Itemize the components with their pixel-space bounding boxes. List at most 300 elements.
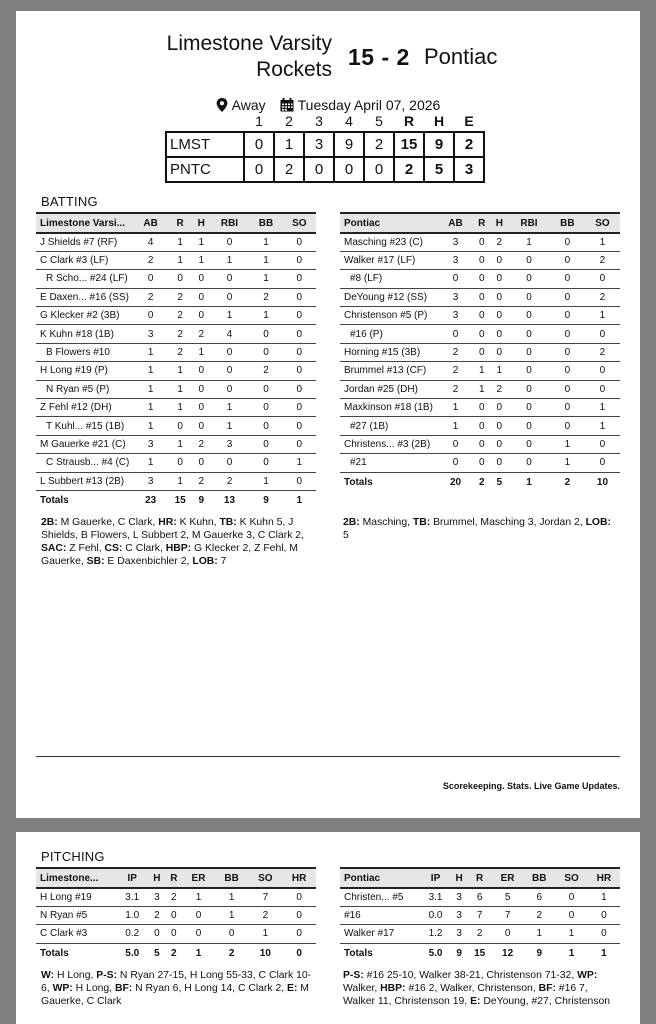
stat-column-header: SO [585,213,620,233]
note-text: #16 2, Walker, Christenson, [405,983,539,994]
stat-cell: 0 [491,307,509,325]
stat-column-header: AB [438,213,473,233]
table-row [340,270,620,288]
stat-cell: 0 [491,417,509,435]
player-name: N Ryan #5 (P) [36,380,134,398]
inning-header: 1 [255,113,263,129]
table-row [36,325,316,343]
table-row [340,454,620,472]
stat-cell: 0 [438,454,473,472]
note-key: HBP: [165,543,192,554]
stat-cell: 0 [473,251,491,269]
stat-cell: 1 [167,399,193,417]
stat-cell: 0 [210,233,250,251]
note-key: P-S: [343,970,364,981]
table-row [340,925,620,943]
total-cell: 5 [496,476,503,488]
stat-cell: 0 [249,325,282,343]
inning-runs: 0 [244,157,274,182]
stat-cell: 0 [508,435,550,453]
totals-row [36,490,316,510]
total-cell: 13 [223,495,236,507]
stat-cell: 0 [438,435,473,453]
total-cell: 12 [502,947,514,959]
stat-cell: 2 [134,288,167,306]
stat-cell: 0 [473,307,491,325]
inning-header: 2 [285,113,293,129]
total-cell: 15 [174,495,186,507]
stat-cell: 1.2 [420,925,451,943]
stat-cell: 2 [148,906,165,924]
total-cell: 1 [296,495,303,507]
stat-cell: 0 [165,925,182,943]
player-name: C Clark #3 (LF) [36,251,134,269]
stat-cell: 3.1 [116,888,148,906]
total-cell: 5.0 [428,947,443,959]
player-name: #16 (P) [340,325,438,343]
stat-cell: 0 [550,399,585,417]
note-key: CS: [104,543,123,554]
stat-cell: 3 [451,906,467,924]
stat-cell: 0 [283,288,316,306]
stat-column-header: H [148,868,165,888]
table-row [36,343,316,361]
stat-cell: 0 [167,454,193,472]
total-cell: 5.0 [125,947,140,959]
note-text: Z Fehl, [66,543,105,554]
runs-header: R [403,113,415,129]
table-row [340,435,620,453]
stat-cell: 1 [588,888,620,906]
stat-cell: 0 [193,362,210,380]
table-row [36,454,316,472]
stat-cell: 0.2 [116,925,148,943]
stat-cell: 1 [215,888,249,906]
note-text: M Gauerke, C Clark, [57,517,159,528]
stat-cell: 0 [585,435,620,453]
stat-column-header: H [451,868,467,888]
note-key: TB: [412,517,431,528]
stat-cell: 1 [523,925,555,943]
home-batting-notes [41,516,313,568]
stat-cell: 1 [167,362,193,380]
inning-runs: 2 [274,157,304,182]
stat-cell: 0 [283,251,316,269]
table-row [340,362,620,380]
stat-cell: 2 [134,251,167,269]
team-column-header: Pontiac [340,868,420,888]
stat-cell: 0 [550,362,585,380]
stat-cell: 4 [210,325,250,343]
stat-column-header: ER [492,868,523,888]
stat-cell: 0 [283,233,316,251]
total-cell: 2 [171,947,177,959]
home-team-name-line1: Limestone Varsity [166,32,332,55]
stat-cell: 0 [588,906,620,924]
note-text: H Long, [54,970,97,981]
stat-cell: 0 [550,417,585,435]
stat-cell: 3 [134,472,167,490]
table-row [340,906,620,924]
stat-cell: 0.0 [420,906,451,924]
player-name: B Flowers #10 [36,343,134,361]
home-pitching-notes [41,969,313,1008]
player-name: #27 (1B) [340,417,438,435]
table-header-row [36,868,316,888]
total-cell: 10 [259,947,271,959]
note-text: H Long, [72,983,115,994]
note-key: E: [287,983,298,994]
stat-cell: 1 [491,362,509,380]
stat-cell: 0 [210,380,250,398]
stat-cell: 1 [210,307,250,325]
totals-row [340,472,620,492]
stat-cell: 1 [585,307,620,325]
note-text: N Ryan 27-15, H Long 55-33, C Clark 10-6, [41,970,312,994]
total-cell: 2 [479,476,485,488]
stat-cell: 2 [249,288,282,306]
stat-column-header: BB [249,213,282,233]
stat-cell: 2 [523,906,555,924]
stat-cell: 1 [134,362,167,380]
note-text: Brummel, Masching 3, Jordan 2, [430,517,586,528]
stat-cell: 0 [491,251,509,269]
stat-column-header: SO [283,213,316,233]
stat-cell: 0 [508,380,550,398]
inning-runs: 9 [334,132,364,157]
stat-cell: 0 [167,270,193,288]
stat-cell: 0 [134,270,167,288]
player-name: H Long #19 (P) [36,362,134,380]
stat-column-header: BB [215,868,249,888]
note-text: N Ryan 6, H Long 14, C Clark 2, [132,983,288,994]
total-cell: 1 [526,476,532,488]
table-row [36,417,316,435]
stat-cell: 0 [249,380,282,398]
total-cell: 1 [601,947,607,959]
stat-cell: 1 [585,399,620,417]
player-name: Christenson #5 (P) [340,307,438,325]
inning-runs: 2 [364,132,394,157]
stat-column-header: RBI [210,213,250,233]
stat-cell: 0 [182,906,214,924]
stat-cell: 3 [438,251,473,269]
away-batting-notes [343,516,615,542]
stat-cell: 0 [249,454,282,472]
stat-column-header: R [167,213,193,233]
stat-cell: 3 [134,325,167,343]
player-name: DeYoung #12 (SS) [340,288,438,306]
stat-column-header: BB [550,213,585,233]
table-row [340,399,620,417]
stat-column-header: HR [588,868,620,888]
stat-cell: 0 [550,251,585,269]
away-team-name: Pontiac [424,44,498,69]
table-header-row [340,868,620,888]
stat-cell: 7 [248,888,282,906]
stat-cell: 2 [165,888,182,906]
stat-cell: 0 [473,399,491,417]
team-column-header: Limestone... [36,868,116,888]
stat-cell: 2 [193,325,210,343]
stat-cell: 0 [508,307,550,325]
totals-label: Totals [344,947,373,959]
stat-cell: 1 [249,270,282,288]
totals-row [340,943,620,963]
stat-cell: 1 [193,233,210,251]
total-hits: 9 [424,132,454,157]
table-row [36,251,316,269]
note-key: BF: [114,983,133,994]
note-text: Masching, [359,517,413,528]
stat-cell: 2 [210,472,250,490]
stat-cell: 1 [215,906,249,924]
inning-header: 5 [375,113,383,129]
table-row [36,925,316,943]
stat-cell: 7 [467,906,492,924]
team-column-header: Pontiac [340,213,438,233]
player-name: J Shields #7 (RF) [36,233,134,251]
stat-cell: 1 [249,233,282,251]
total-cell: 9 [536,947,543,959]
footer-divider [36,756,620,757]
stat-cell: 0 [508,454,550,472]
player-name: M Gauerke #21 (C) [36,435,134,453]
totals-label: Totals [40,495,69,507]
stat-cell: 0 [508,270,550,288]
stat-cell: 0 [249,343,282,361]
stat-column-header: HR [282,868,316,888]
stat-cell: 2 [248,906,282,924]
player-name: N Ryan #5 [36,906,116,924]
stat-cell: 0 [550,325,585,343]
note-text: K Kuhn 5, J Shields, B Flowers, L Subbert 2, M Gauerke 3, C Clark 2, [41,517,304,541]
stat-cell: 0 [210,454,250,472]
stat-cell: 1 [473,380,491,398]
stat-cell: 0 [588,925,620,943]
total-runs: 2 [394,157,424,182]
note-key: SB: [86,556,105,567]
pitching-section-title: PITCHING [41,849,105,864]
player-name: Christens... #3 (2B) [340,435,438,453]
away-pitching-notes [343,969,619,1008]
table-row [340,888,620,906]
stat-cell: 0 [249,435,282,453]
home-batting-table [36,212,316,510]
player-name: E Daxen... #16 (SS) [36,288,134,306]
total-cell: 9 [456,947,462,959]
stat-cell: 1 [283,454,316,472]
table-header-row [36,213,316,233]
totals-label: Totals [344,476,373,488]
player-name: Brummel #13 (CF) [340,362,438,380]
stat-cell: 4 [134,233,167,251]
total-cell: 15 [474,947,486,959]
stat-cell: 0 [283,417,316,435]
stat-cell: 1 [585,417,620,435]
table-row [340,288,620,306]
player-name: Christen... #5 [340,888,420,906]
stat-cell: 2 [491,380,509,398]
table-row [36,288,316,306]
stat-cell: 0 [210,343,250,361]
stat-cell: 0 [473,417,491,435]
away-pitching-table [340,867,620,963]
stat-cell: 0 [283,399,316,417]
stat-cell: 0 [134,307,167,325]
note-key: HR: [158,517,177,528]
stat-cell: 0 [283,343,316,361]
inning-runs: 0 [244,132,274,157]
stat-cell: 1 [210,417,250,435]
stat-cell: 0 [210,288,250,306]
table-row [36,380,316,398]
date-text: Tuesday April 07, 2026 [297,97,441,113]
stat-column-header: H [491,213,509,233]
stat-cell: 2 [438,362,473,380]
stat-cell: 3 [451,925,467,943]
player-name: #8 (LF) [340,270,438,288]
totals-label: Totals [40,947,69,959]
stat-cell: 2 [167,307,193,325]
total-cell: 2 [228,947,235,959]
stat-cell: 0 [193,399,210,417]
map-pin-icon [216,98,228,112]
total-cell: 10 [596,476,609,488]
stat-cell: 1 [210,251,250,269]
note-text: K Kuhn, [176,517,220,528]
stat-cell: 1 [134,417,167,435]
stat-cell: 0 [473,325,491,343]
table-row [36,435,316,453]
inning-header: 3 [315,113,323,129]
note-key: P-S: [96,970,118,981]
stat-cell: 2 [193,472,210,490]
stat-cell: 1 [167,435,193,453]
player-name: L Subbert #13 (2B) [36,472,134,490]
stat-cell: 2 [467,925,492,943]
pitching-page [16,832,640,1024]
total-errors: 2 [454,132,484,157]
stat-cell: 0 [585,454,620,472]
stat-cell: 2 [193,435,210,453]
note-key: HBP: [380,983,406,994]
stat-cell: 0 [283,362,316,380]
stat-cell: 0 [193,417,210,435]
note-text: M Gauerke, C Clark [41,983,309,1007]
stat-cell: 0 [283,380,316,398]
total-cell: 1 [568,947,575,959]
table-header-row [340,213,620,233]
stat-cell: 0 [491,270,509,288]
stat-cell: 1 [210,399,250,417]
stat-cell: 3 [438,288,473,306]
stat-cell: 0 [491,288,509,306]
player-name: C Strausb... #4 (C) [36,454,134,472]
stat-cell: 3 [134,435,167,453]
player-name: Horning #15 (3B) [340,343,438,361]
note-key: E: [470,996,481,1007]
note-key: W: [41,970,55,981]
stat-cell: 3 [438,307,473,325]
player-name: R Scho... #24 (LF) [36,270,134,288]
stat-cell: 2 [585,288,620,306]
stat-cell: 1 [134,399,167,417]
total-cell: 9 [198,495,205,507]
home-team-name [132,31,332,83]
table-row [340,417,620,435]
stat-cell: 1 [167,380,193,398]
stat-cell: 0 [550,343,585,361]
player-name: Z Fehl #12 (DH) [36,399,134,417]
stat-cell: 0 [165,906,182,924]
errors-header: E [464,113,474,129]
stat-column-header: AB [134,213,167,233]
total-cell: 2 [564,476,571,488]
note-text: E Daxenbichler 2, [104,556,193,567]
note-key: WP: [577,970,598,981]
hits-header: H [433,113,445,129]
table-row [36,233,316,251]
stat-cell: 5 [492,888,523,906]
stat-column-header: R [165,868,182,888]
stat-cell: 1 [134,343,167,361]
away-batting-table [340,212,620,492]
inning-runs: 3 [304,132,334,157]
player-name: #16 [340,906,420,924]
stat-cell: 1 [249,472,282,490]
stat-cell: 0 [473,435,491,453]
stat-cell: 2 [438,380,473,398]
line-score-table [165,111,485,183]
stat-cell: 1 [249,307,282,325]
table-row [36,399,316,417]
total-cell: 23 [145,495,157,507]
home-team-name-line2: Rockets [256,58,332,81]
stat-column-header: R [467,868,492,888]
stat-cell: 0 [508,343,550,361]
stat-cell: 0 [491,399,509,417]
line-score-team: LMST [166,132,244,157]
stat-column-header: SO [248,868,282,888]
player-name: Jordan #25 (DH) [340,380,438,398]
stat-cell: 0 [508,288,550,306]
stat-cell: 0 [555,888,587,906]
note-key: LOB: [192,556,218,567]
stat-cell: 0 [491,343,509,361]
stat-cell: 1 [249,251,282,269]
total-hits: 5 [424,157,454,182]
final-score: 15 - 2 [348,44,410,70]
stat-cell: 1 [193,343,210,361]
stat-cell: 2 [167,343,193,361]
stat-cell: 0 [282,925,316,943]
stat-cell: 3 [210,435,250,453]
player-name: G Klecker #2 (3B) [36,307,134,325]
stat-cell: 6 [523,888,555,906]
stat-cell: 0 [492,925,523,943]
note-text: 5 [343,530,349,541]
stat-cell: 0 [473,233,491,251]
stat-cell: 0 [193,288,210,306]
player-name: H Long #19 [36,888,116,906]
home-pitching-table [36,867,316,963]
stat-cell: 1 [550,454,585,472]
note-key: 2B: [41,517,58,528]
stat-cell: 1 [193,251,210,269]
stat-cell: 1 [167,233,193,251]
table-row [36,270,316,288]
